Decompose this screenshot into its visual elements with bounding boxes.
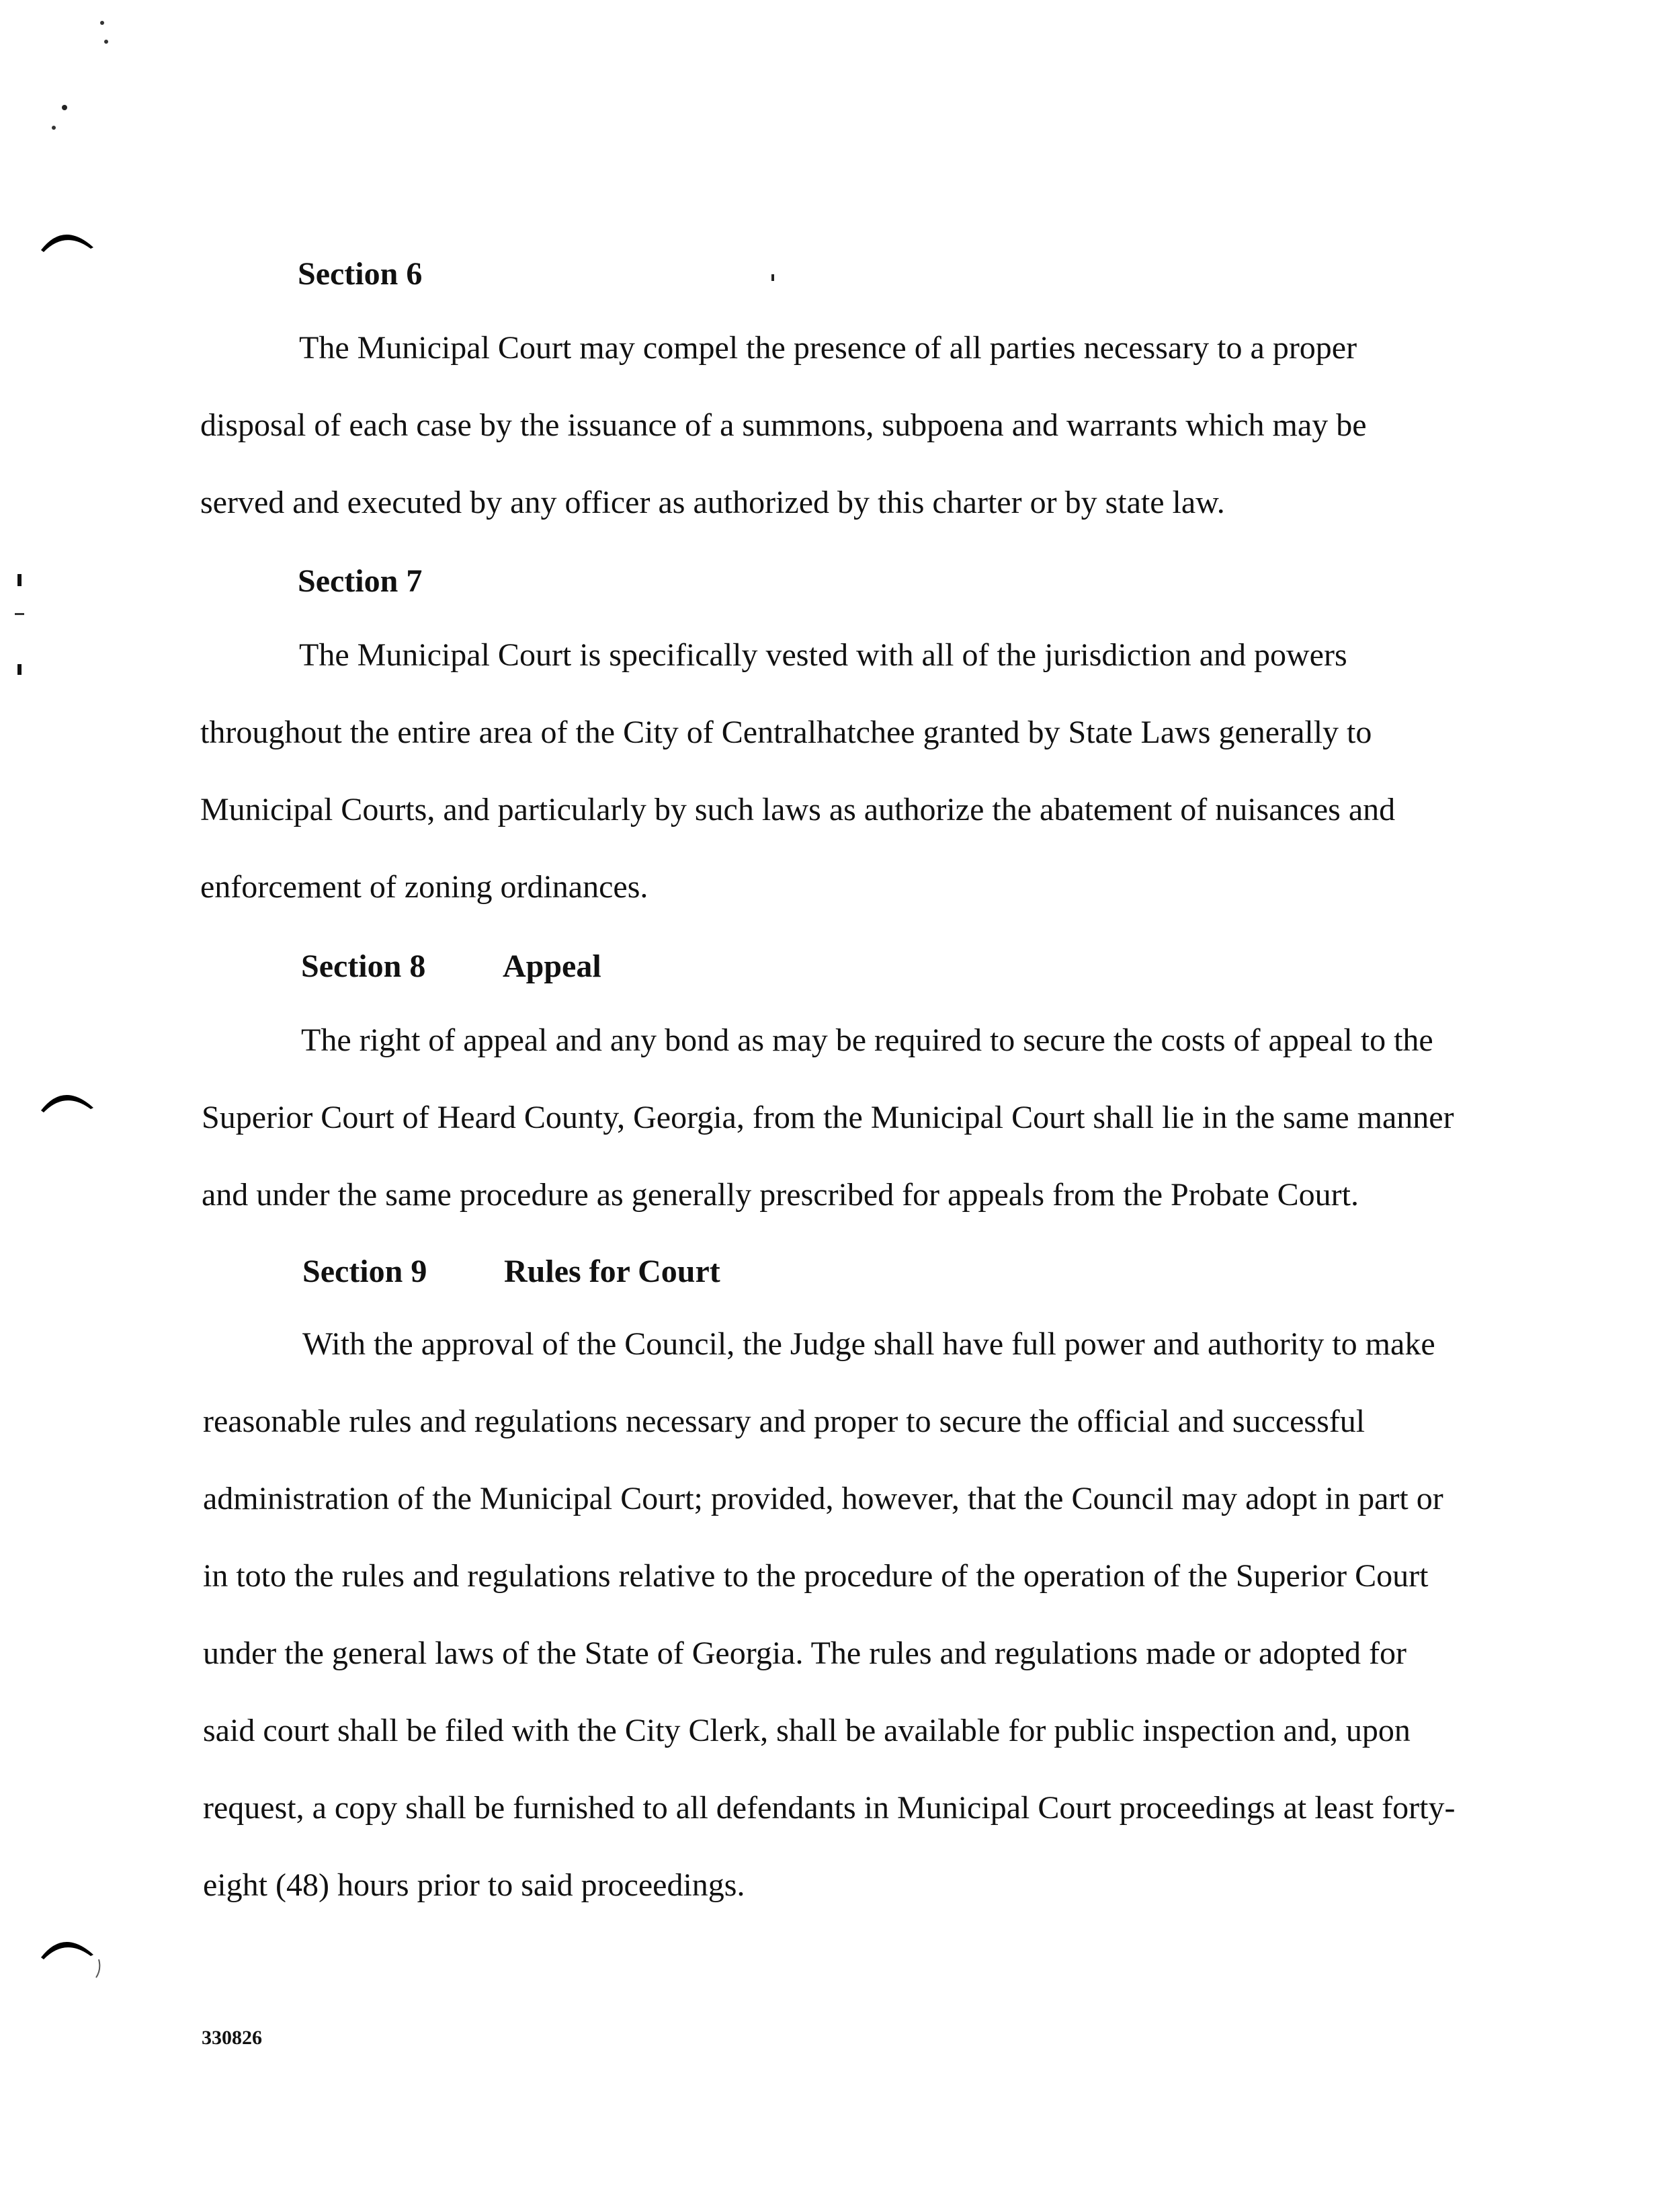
paragraph-line: in toto the rules and regulations relative to the procedure of the operation of the Superior Court	[203, 1558, 1429, 1594]
section-title: Appeal	[503, 948, 601, 984]
paragraph-line: under the general laws of the State of Georgia. The rules and regulations made or adopted for	[203, 1635, 1406, 1671]
paragraph-line: Municipal Courts, and particularly by such laws as authorize the abatement of nuisances and	[200, 792, 1396, 827]
section-number: Section 8	[301, 948, 426, 984]
punch-hole-mark-bottom	[37, 1922, 104, 1983]
scan-speck-right	[766, 269, 780, 289]
section-heading	[298, 254, 422, 294]
scan-speck	[27, 13, 121, 148]
paragraph-line: disposal of each case by the issuance of a summons, subpoena and warrants which may be	[200, 407, 1367, 443]
paragraph-line: and under the same procedure as generally prescribed for appeals from the Probate Court.	[202, 1177, 1359, 1213]
section-number: Section 9	[302, 1254, 427, 1289]
paragraph-line: said court shall be filed with the City Clerk, shall be available for public inspection and, upon	[203, 1713, 1411, 1748]
paragraph-line: eight (48) hours prior to said proceedings.	[203, 1867, 745, 1903]
paragraph-line: enforcement of zoning ordinances.	[200, 869, 648, 905]
section-heading	[298, 561, 422, 602]
punch-hole-mark-top	[37, 215, 97, 255]
paragraph-line: The Municipal Court is specifically vested with all of the jurisdiction and powers	[299, 637, 1347, 673]
paragraph-line: With the approval of the Council, the Judge shall have full power and authority to make	[302, 1326, 1435, 1362]
paragraph-line: The right of appeal and any bond as may be required to secure the costs of appeal to the	[301, 1022, 1433, 1058]
paragraph-line: The Municipal Court may compel the presence of all parties necessary to a proper	[299, 330, 1357, 366]
document-number: 330826	[202, 2027, 262, 2049]
paragraph-line: reasonable rules and regulations necessary and proper to secure the official and successful	[203, 1404, 1366, 1439]
section-title: Rules for Court	[504, 1254, 720, 1289]
scan-speck-left	[8, 565, 35, 686]
paragraph-line: throughout the entire area of the City of Centralhatchee granted by State Laws generally to	[200, 715, 1372, 750]
section-heading	[301, 946, 601, 987]
paragraph-line: request, a copy shall be furnished to all defendants in Municipal Court proceedings at least forty-	[203, 1790, 1456, 1826]
section-number: Section 7	[298, 563, 423, 599]
punch-hole-mark-middle	[37, 1075, 97, 1116]
section-heading	[302, 1252, 720, 1292]
paragraph-line: Superior Court of Heard County, Georgia, from the Municipal Court shall lie in the same manner	[202, 1100, 1454, 1135]
paragraph-line: administration of the Municipal Court; provided, however, that the Council may adopt in part or	[203, 1481, 1443, 1516]
paragraph-line: served and executed by any officer as authorized by this charter or by state law.	[200, 485, 1225, 520]
section-number: Section 6	[298, 256, 423, 292]
